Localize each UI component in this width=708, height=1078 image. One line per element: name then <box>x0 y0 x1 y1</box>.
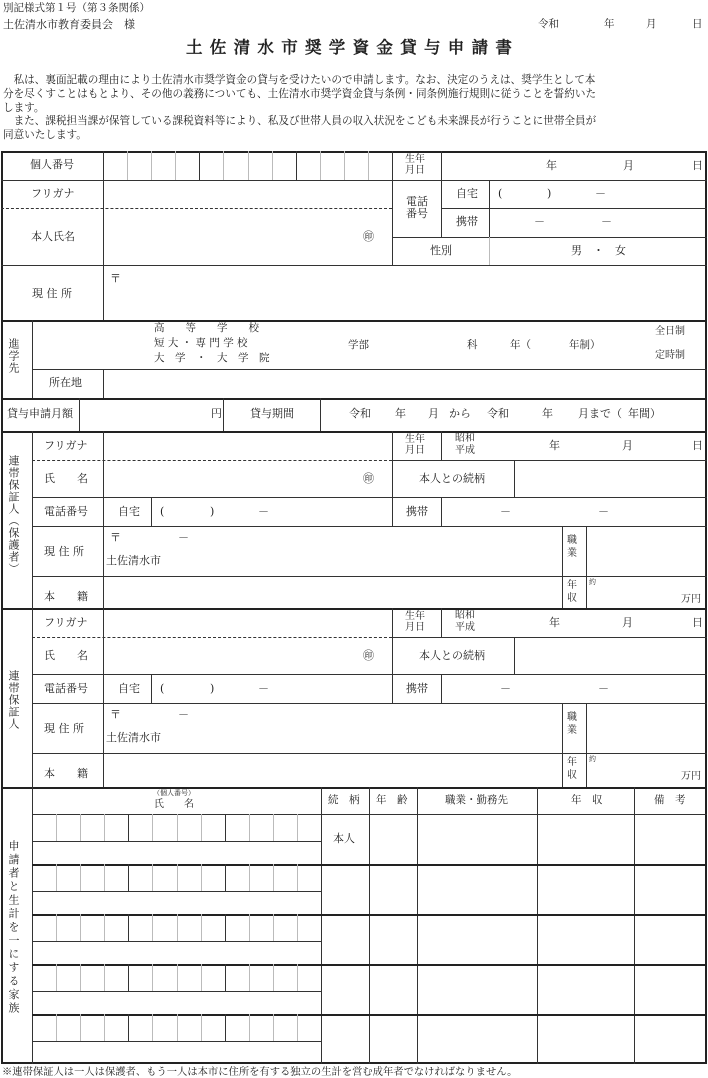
family-income-input[interactable] <box>539 1016 633 1062</box>
home-phone-input[interactable] <box>153 499 391 525</box>
family-income-input[interactable] <box>539 966 633 1012</box>
birth-day-label: 日 <box>692 159 703 172</box>
family-relation-input[interactable] <box>323 1016 368 1062</box>
home-dash: － <box>258 505 269 518</box>
phone-label: 電話番号 <box>44 682 88 695</box>
family-note-input[interactable] <box>636 816 706 862</box>
guarantor-side-label: 連帯保証人 <box>7 670 20 730</box>
location-input[interactable] <box>105 371 705 397</box>
income-input[interactable] <box>588 755 705 786</box>
mobile-dash-1: － <box>534 215 545 228</box>
family-note-input[interactable] <box>636 1016 706 1062</box>
era-heisei[interactable]: 平成 <box>455 622 475 633</box>
fulltime-option[interactable]: 全日制 <box>655 326 685 337</box>
school-type-high[interactable]: 高 等 学 校 <box>154 322 259 334</box>
man-yen-unit: 万円 <box>681 594 701 605</box>
gender-label: 性別 <box>430 244 452 257</box>
postal-dash: － <box>178 708 189 721</box>
family-col-age: 年 齢 <box>376 794 408 806</box>
family-relation-input[interactable] <box>323 966 368 1012</box>
approx-label: 約 <box>589 578 596 586</box>
domicile-label: 本 籍 <box>44 590 88 603</box>
family-job-input[interactable] <box>419 916 536 962</box>
mobile-label: 携帯 <box>406 505 428 518</box>
man-yen-unit: 万円 <box>681 771 701 782</box>
postal-mark: 〒 <box>110 272 121 285</box>
declaration-line-1: 私は、裏面記載の理由により土佐清水市奨学資金の貸与を受けたいので申請します。なお、決定のうえは、奨学生として本 <box>3 74 596 86</box>
job-label: 職 業 <box>567 712 577 736</box>
my-number-digit[interactable] <box>177 153 198 179</box>
phone-label: 電話 番号 <box>406 195 428 221</box>
my-number-label: 個人番号 <box>30 158 74 171</box>
furigana-input[interactable] <box>105 610 391 636</box>
home-dash: － <box>258 682 269 695</box>
family-my-number-input[interactable] <box>34 816 320 840</box>
monthly-amount-label: 貸与申請月額 <box>7 407 73 420</box>
postal-mark: 〒 <box>110 531 121 544</box>
domicile-label: 本 籍 <box>44 767 88 780</box>
name-label: 本人氏名 <box>31 230 75 243</box>
guarantor-side-label: 連帯保証人（保護者） <box>7 455 20 575</box>
family-name-input[interactable] <box>34 843 320 862</box>
postal-mark: 〒 <box>110 708 121 721</box>
my-number-digit[interactable] <box>298 153 319 179</box>
family-job-input[interactable] <box>419 816 536 862</box>
date-era: 令和 <box>538 18 559 30</box>
birth-day-label: 日 <box>692 616 703 629</box>
income-label: 年 収 <box>567 757 577 781</box>
home-paren-close: ) <box>210 505 215 518</box>
family-my-number-input[interactable] <box>34 866 320 890</box>
address-city: 土佐清水市 <box>106 554 161 567</box>
period-years: 年間） <box>628 407 661 420</box>
approx-label: 約 <box>589 755 596 763</box>
mobile-label: 携帯 <box>456 215 478 228</box>
address-input[interactable] <box>105 267 705 319</box>
birth-month-label: 月 <box>623 159 634 172</box>
family-job-input[interactable] <box>419 1016 536 1062</box>
declaration-line-5: 同意いたします。 <box>3 129 87 141</box>
family-job-input[interactable] <box>419 866 536 912</box>
relation-label: 本人との続柄 <box>419 649 485 662</box>
name-input[interactable] <box>105 210 391 264</box>
location-label: 所在地 <box>49 376 82 389</box>
family-income-input[interactable] <box>539 816 633 862</box>
my-number-digit[interactable] <box>370 153 391 179</box>
family-col-id: （個人番号） <box>153 789 195 797</box>
period-month-2: 月まで（ <box>578 407 622 420</box>
my-number-digit[interactable] <box>346 153 367 179</box>
home-phone-input[interactable] <box>491 182 705 207</box>
seal-mark: ㊞ <box>363 472 374 485</box>
birth-year-label: 年 <box>549 616 560 629</box>
furigana-input[interactable] <box>105 182 391 207</box>
my-number-digit[interactable] <box>250 153 271 179</box>
family-col-income: 年 収 <box>571 794 603 806</box>
birthdate-label: 生年 月日 <box>405 154 425 176</box>
birthdate-input[interactable] <box>443 153 705 179</box>
job-input[interactable] <box>588 705 705 752</box>
seal-mark: ㊞ <box>363 649 374 662</box>
name-input[interactable] <box>105 462 391 496</box>
family-age-input[interactable] <box>371 1016 416 1062</box>
date-month-label: 月 <box>646 18 657 30</box>
family-my-number-input[interactable] <box>34 916 320 940</box>
mobile-input[interactable] <box>491 210 705 236</box>
era-showa[interactable]: 昭和 <box>455 610 475 621</box>
home-paren-open: ( <box>498 187 503 200</box>
family-age-input[interactable] <box>371 866 416 912</box>
birthdate-label: 生年 月日 <box>405 434 425 456</box>
school-type-junior[interactable]: 短 大 ・ 専 門 学 校 <box>154 337 248 349</box>
system-label: 年制） <box>569 339 601 351</box>
school-type-univ[interactable]: 大 学 ・ 大 学 院 <box>154 352 270 364</box>
address-input[interactable] <box>105 528 561 575</box>
period-year-2: 年 <box>542 407 553 420</box>
birthdate-label: 生年 月日 <box>405 611 425 633</box>
job-label: 職 業 <box>567 535 577 559</box>
home-phone-label: 自宅 <box>456 187 478 200</box>
furigana-label: フリガナ <box>44 439 88 452</box>
family-note-input[interactable] <box>636 866 706 912</box>
my-number-digit[interactable] <box>225 153 246 179</box>
address-label: 現 住 所 <box>32 287 72 300</box>
date-day-label: 日 <box>692 18 703 30</box>
name-label: 氏 名 <box>44 472 88 485</box>
family-col-job: 職業・勤務先 <box>445 794 508 806</box>
family-col-note: 備 考 <box>654 794 686 806</box>
home-paren-close: ) <box>210 682 215 695</box>
family-age-input[interactable] <box>371 816 416 862</box>
grade-label: 年（ <box>510 339 531 351</box>
monthly-amount-input[interactable] <box>81 400 221 430</box>
family-income-input[interactable] <box>539 866 633 912</box>
mobile-dash-1: － <box>500 505 511 518</box>
mobile-dash-2: － <box>598 682 609 695</box>
birth-month-label: 月 <box>622 616 633 629</box>
name-input[interactable] <box>105 639 391 673</box>
family-name-input[interactable] <box>34 1043 320 1062</box>
form-reference: 別記様式第１号（第３条関係） <box>3 2 150 14</box>
income-input[interactable] <box>588 578 705 607</box>
address-input[interactable] <box>105 705 561 752</box>
home-paren-close: ) <box>547 187 552 200</box>
parttime-option[interactable]: 定時制 <box>655 350 685 361</box>
family-name-input[interactable] <box>34 993 320 1012</box>
my-number-digit[interactable] <box>201 153 222 179</box>
home-phone-label: 自宅 <box>118 682 140 695</box>
furigana-label: フリガナ <box>31 187 75 200</box>
period-month-1: 月 <box>428 407 439 420</box>
family-my-number-input[interactable] <box>34 1016 320 1040</box>
family-relation-input[interactable] <box>323 916 368 962</box>
page-title: 土佐清水市奨学資金貸与申請書 <box>186 38 520 57</box>
gender-options[interactable]: 男 ・ 女 <box>571 244 626 257</box>
declaration-line-2: 分を尽くすことはもとより、その他の義務についても、土佐清水市奨学資金貸与条例・同条例施行規則に従うことを誓約いた <box>3 88 597 100</box>
family-self-relation: 本人 <box>333 832 355 845</box>
family-name-input[interactable] <box>34 943 320 962</box>
my-number-digit[interactable] <box>322 153 343 179</box>
birth-year-label: 年 <box>549 439 560 452</box>
faculty-label: 学部 <box>348 339 369 351</box>
family-my-number-input[interactable] <box>34 966 320 990</box>
birth-day-label: 日 <box>692 439 703 452</box>
address-label: 現 住 所 <box>44 722 84 735</box>
declaration-line-3: します。 <box>3 102 45 114</box>
my-number-digit[interactable] <box>129 153 150 179</box>
my-number-digit[interactable] <box>274 153 295 179</box>
mobile-input[interactable] <box>443 676 705 702</box>
era-heisei[interactable]: 平成 <box>455 445 475 456</box>
family-col-relation: 続 柄 <box>328 794 360 806</box>
relation-input[interactable] <box>516 639 705 673</box>
loan-period-label: 貸与期間 <box>250 407 294 420</box>
period-year-1: 年 <box>395 407 406 420</box>
name-label: 氏 名 <box>44 649 88 662</box>
family-col-name: 氏 名 <box>154 799 194 810</box>
mobile-input[interactable] <box>443 499 705 525</box>
seal-mark: ㊞ <box>363 230 374 243</box>
address-city: 土佐清水市 <box>106 731 161 744</box>
birth-year-label: 年 <box>546 159 557 172</box>
family-age-input[interactable] <box>371 966 416 1012</box>
home-phone-label: 自宅 <box>118 505 140 518</box>
period-era-1: 令和 <box>349 407 371 420</box>
mobile-dash-2: － <box>601 215 612 228</box>
department-label: 科 <box>467 339 478 351</box>
home-paren-open: ( <box>160 682 165 695</box>
declaration-line-4: また、課税担当課が保管している課税資料等により、私及び世帯人員の収入状況をこども未来課長が行うことに世帯全員が <box>3 115 597 127</box>
family-relation-input[interactable] <box>323 866 368 912</box>
address-label: 現 住 所 <box>44 545 84 558</box>
mobile-dash-2: － <box>598 505 609 518</box>
era-showa[interactable]: 昭和 <box>455 433 475 444</box>
loan-period-input[interactable] <box>322 400 705 430</box>
school-label: 進学先 <box>7 338 20 374</box>
family-name-input[interactable] <box>34 893 320 912</box>
family-note-input[interactable] <box>636 916 706 962</box>
domicile-input[interactable] <box>105 578 561 607</box>
birth-month-label: 月 <box>622 439 633 452</box>
family-job-input[interactable] <box>419 966 536 1012</box>
income-label: 年 収 <box>567 580 577 604</box>
period-from: から <box>449 407 471 420</box>
family-section-label: 申請者と生計を一にする家族 <box>7 840 20 1016</box>
footnote: ※連帯保証人は一人は保護者、もう一人は本市に住所を有する独立の生計を営む成年者でなければなりません。 <box>2 1066 518 1078</box>
addressee: 土佐清水市教育委員会 様 <box>3 18 135 31</box>
mobile-dash-1: － <box>500 682 511 695</box>
job-input[interactable] <box>588 528 705 575</box>
my-number-digit[interactable] <box>105 153 126 179</box>
mobile-label: 携帯 <box>406 682 428 695</box>
family-age-input[interactable] <box>371 916 416 962</box>
relation-label: 本人との続柄 <box>419 472 485 485</box>
home-paren-open: ( <box>160 505 165 518</box>
family-income-input[interactable] <box>539 916 633 962</box>
relation-input[interactable] <box>516 462 705 496</box>
home-phone-input[interactable] <box>153 676 391 702</box>
period-era-2: 令和 <box>487 407 509 420</box>
family-note-input[interactable] <box>636 966 706 1012</box>
furigana-label: フリガナ <box>44 616 88 629</box>
yen-unit: 円 <box>211 407 222 420</box>
domicile-input[interactable] <box>105 755 561 786</box>
postal-dash: － <box>178 531 189 544</box>
my-number-digit[interactable] <box>153 153 174 179</box>
date-year-label: 年 <box>604 18 615 30</box>
phone-label: 電話番号 <box>44 505 88 518</box>
home-dash: － <box>595 187 606 200</box>
furigana-input[interactable] <box>105 433 391 459</box>
